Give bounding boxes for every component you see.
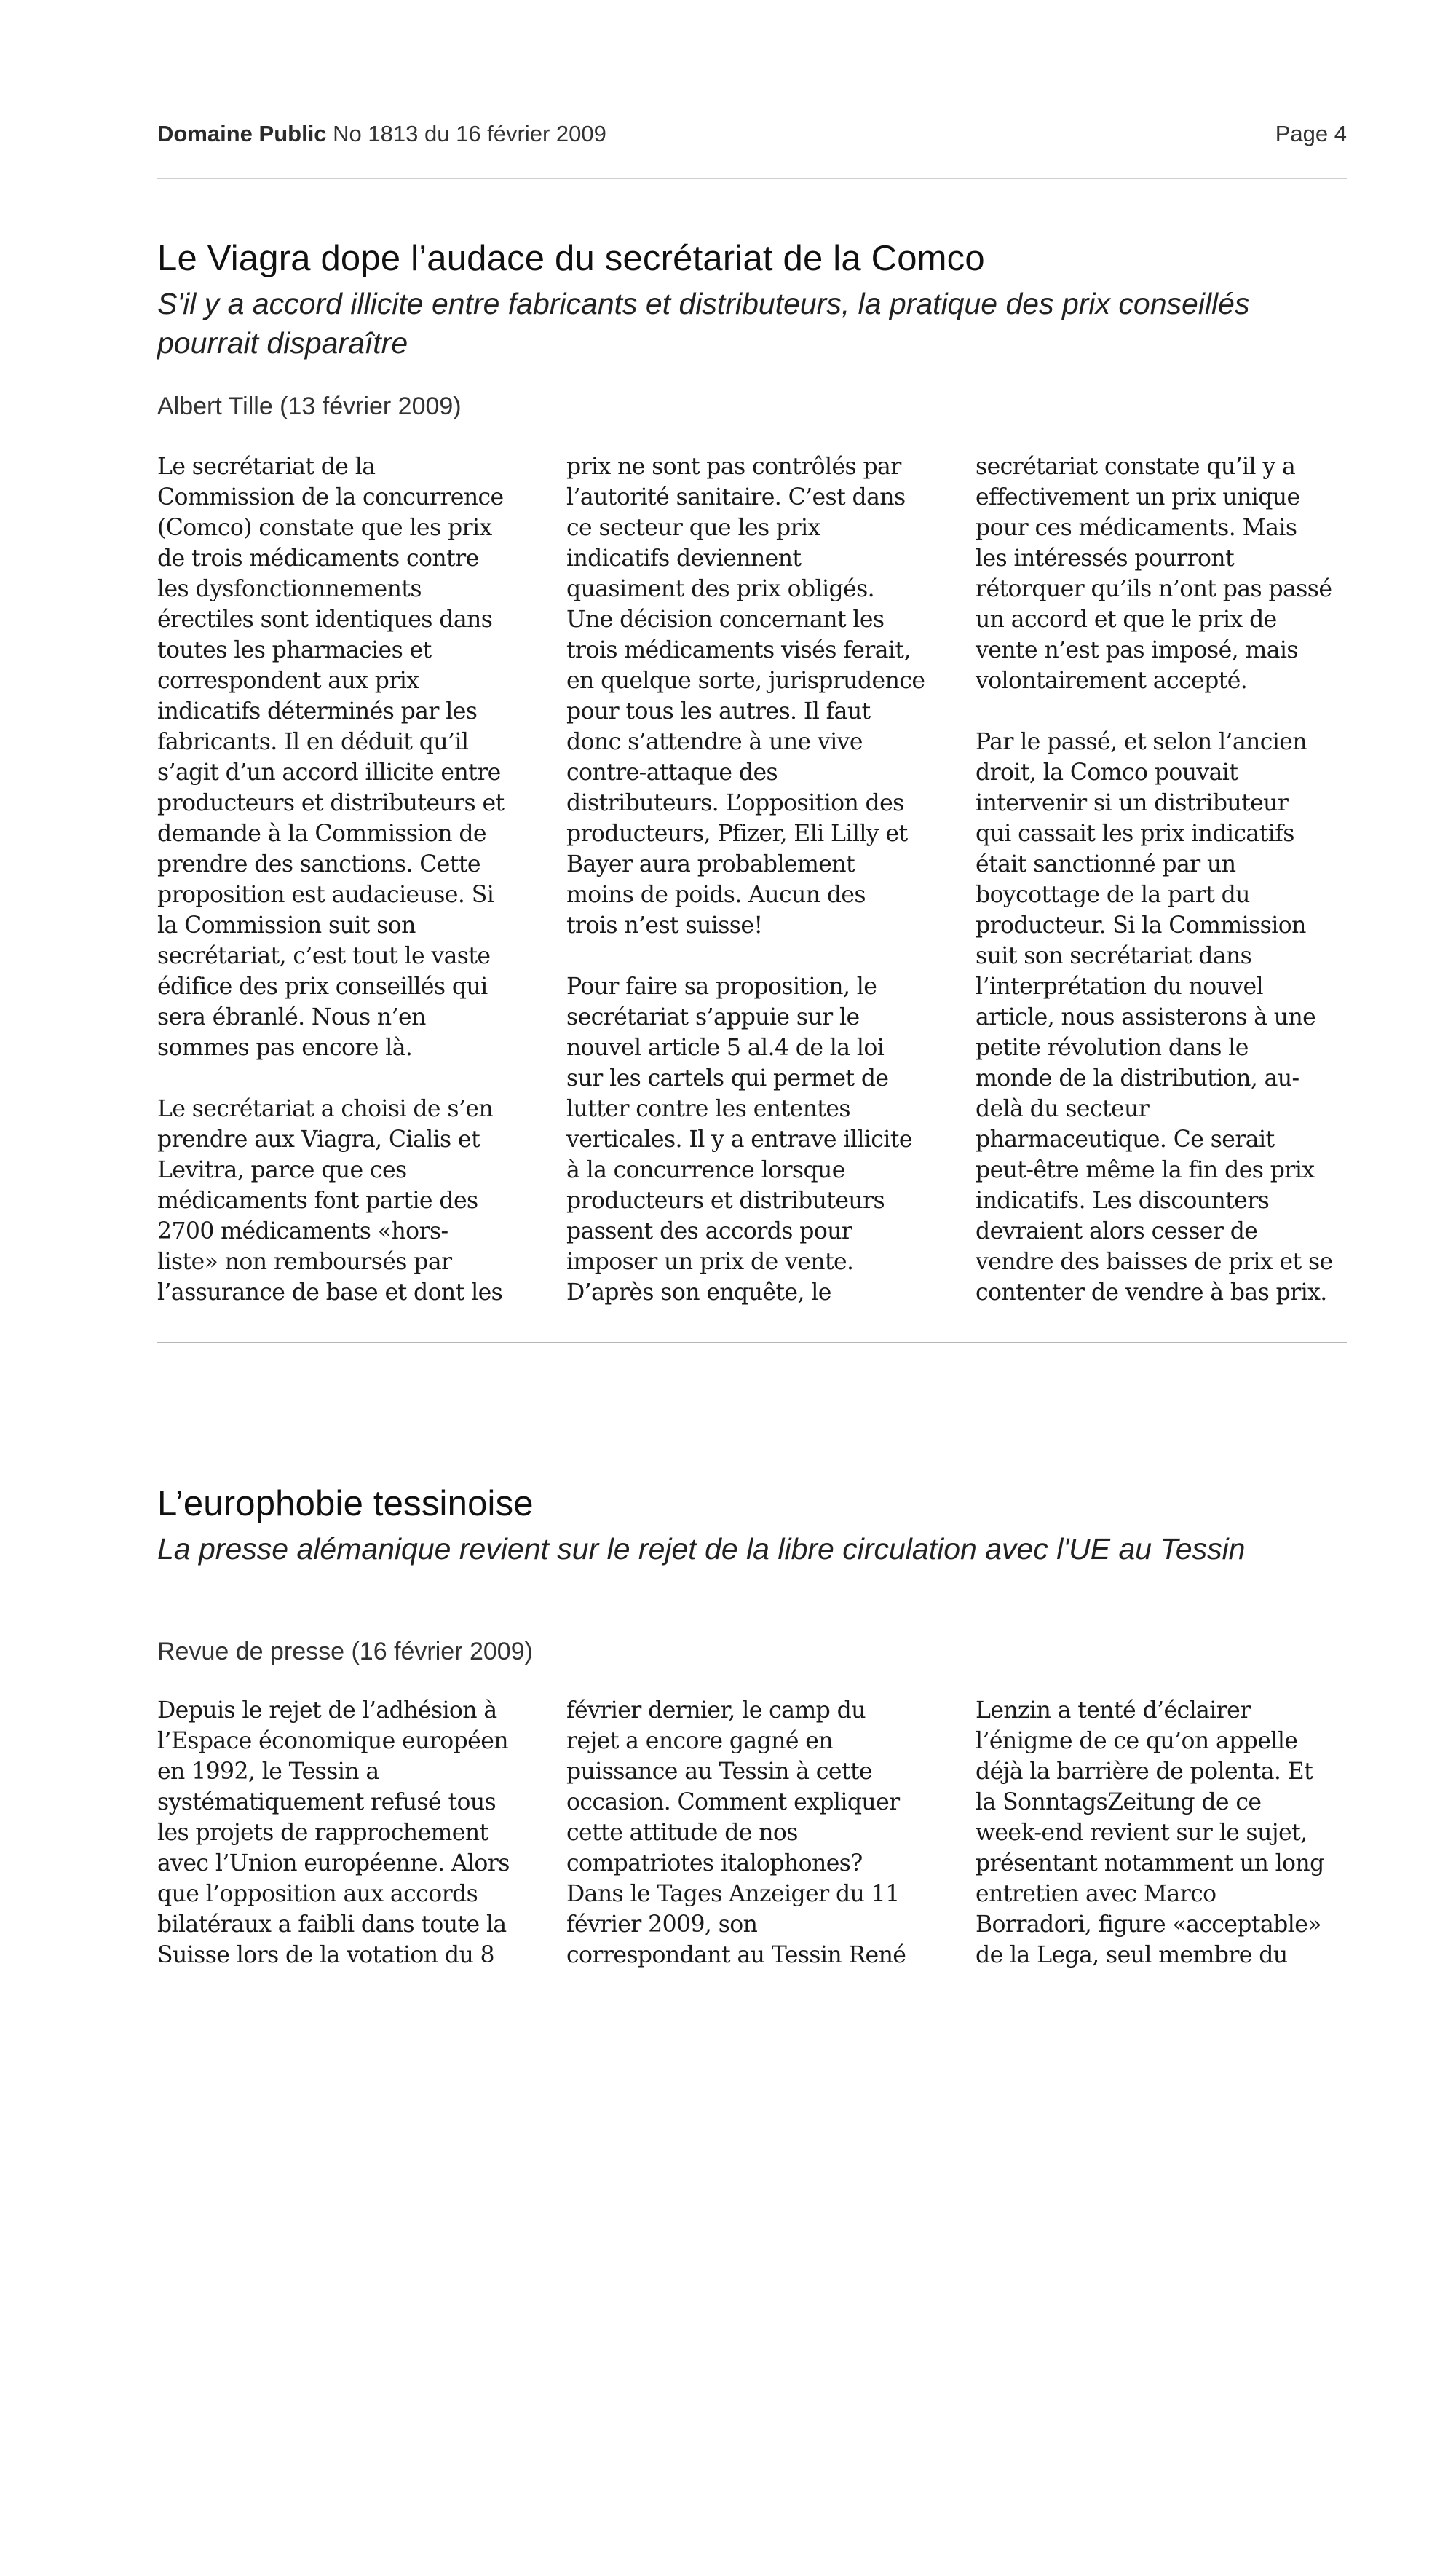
text-line: intervenir si un distributeur [976,790,1289,816]
article-title: L’europhobie tessinoise [157,1484,534,1523]
text-line: passent des accords pour [566,1218,852,1244]
article-columns [157,451,1347,1325]
text-line: sera ébranlé. Nous n’en [157,1004,426,1030]
text-line: les dysfonctionnements [157,576,422,602]
text-line: Borradori, figure «acceptable» [976,1911,1321,1938]
text-line: producteur. Si la Commission [976,912,1306,939]
text-line: rejet a encore gagné en [566,1728,833,1754]
text-line: déjà la barrière de polenta. Et [976,1759,1313,1785]
text-line: effectivement un prix unique [976,484,1300,510]
text-line: demande à la Commission de [157,821,486,847]
text-line: de trois médicaments contre [157,545,479,572]
text-line: l’interprétation du nouvel [976,974,1264,1000]
text-line: monde de la distribution, au- [976,1065,1299,1092]
text-line: Depuis le rejet de l’adhésion à [157,1697,497,1724]
text-line: vendre des baisses de prix et se [976,1249,1333,1275]
column-2 [566,451,945,1308]
text-line: érectiles sont identiques dans [157,607,493,633]
text-line: boycottage de la part du [976,882,1250,908]
text-line: contenter de vendre à bas prix. [976,1279,1327,1306]
text-line: indicatifs deviennent [566,545,802,572]
text-line: février dernier, le camp du [566,1697,866,1724]
text-line: droit, la Comco pouvait [976,759,1238,786]
text-line: vente n’est pas imposé, mais [976,637,1298,663]
text-line: avec l’Union européenne. Alors [157,1850,510,1877]
text-line: devraient alors cesser de [976,1218,1258,1244]
text-line: prix ne sont pas contrôlés par [566,454,901,480]
column-3 [976,1695,1354,1970]
text-line: sur les cartels qui permet de [566,1065,889,1092]
paragraph-break [976,696,1354,727]
text-line: peut-être même la fin des prix [976,1157,1315,1183]
text-line: D’après son enquête, le [566,1279,831,1306]
article-divider [157,1342,1347,1343]
text-line: rétorquer qu’ils n’ont pas passé [976,576,1332,602]
text-line: un accord et que le prix de [976,607,1277,633]
text-line: Suisse lors de la votation du 8 [157,1942,494,1968]
text-line: verticales. Il y a entrave illicite [566,1126,912,1153]
text-line: ce secteur que les prix [566,515,820,541]
text-line: Bayer aura probablement [566,851,855,877]
text-line: s’agit d’un accord illicite entre [157,759,501,786]
text-line: moins de poids. Aucun des [566,882,866,908]
text-line: médicaments font partie des [157,1188,478,1214]
article-subtitle: S'il y a accord illicite entre fabricants et distributeurs, la pratique des prix conseillés pourrait disparaître [157,287,1250,360]
publication-name: Domaine Public [157,121,327,146]
text-line: l’assurance de base et dont les [157,1279,503,1306]
text-line: lutter contre les ententes [566,1096,850,1122]
text-line: contre-attaque des [566,759,778,786]
text-line: de la Lega, seul membre du [976,1942,1288,1968]
text-line: article, nous assisterons à une [976,1004,1316,1030]
text-line: sommes pas encore là. [157,1035,413,1061]
text-line: correspondant au Tessin René [566,1942,906,1968]
text-line: l’Espace économique européen [157,1728,508,1754]
article-byline: Revue de presse (16 février 2009) [157,1638,533,1665]
text-line: producteurs et distributeurs [566,1188,885,1214]
text-line: systématiquement refusé tous [157,1789,496,1815]
text-line: édifice des prix conseillés qui [157,974,488,1000]
column-3 [976,451,1354,1308]
text-line: prendre des sanctions. Cette [157,851,480,877]
text-line: la Commission suit son [157,912,416,939]
text-line: compatriotes italophones? [566,1850,863,1877]
issue-info: No 1813 du 16 février 2009 [333,121,606,146]
page-header [157,121,1347,153]
text-line: indicatifs. Les discounters [976,1188,1270,1214]
text-line: Une décision concernant les [566,607,885,633]
text-line: les projets de rapprochement [157,1820,488,1846]
article-columns [157,1695,1347,2569]
text-line: Levitra, parce que ces [157,1157,407,1183]
text-line: Par le passé, et selon l’ancien [976,729,1307,755]
text-line: 2700 médicaments «hors- [157,1218,448,1244]
text-line: correspondent aux prix [157,668,419,694]
text-line: petite révolution dans le [976,1035,1249,1061]
text-line: l’énigme de ce qu’on appelle [976,1728,1298,1754]
text-line: donc s’attendre à une vive [566,729,863,755]
text-line: était sanctionné par un [976,851,1236,877]
text-line: delà du secteur [976,1096,1150,1122]
text-line: volontairement accepté. [976,668,1248,694]
text-line: trois médicaments visés ferait, [566,637,911,663]
paragraph-break [157,1063,536,1094]
text-line: Lenzin a tenté d’éclairer [976,1697,1251,1724]
article-byline: Albert Tille (13 février 2009) [157,392,462,420]
text-line: prendre aux Viagra, Cialis et [157,1126,480,1153]
header-divider [157,178,1347,179]
paragraph-break [566,941,945,971]
text-line: bilatéraux a faibli dans toute la [157,1911,507,1938]
text-line: fabricants. Il en déduit qu’il [157,729,469,755]
text-line: producteurs et distributeurs et [157,790,505,816]
text-line: pour ces médicaments. Mais [976,515,1297,541]
text-line: proposition est audacieuse. Si [157,882,494,908]
column-1 [157,1695,536,1970]
article-viagra [157,237,1347,1306]
text-line: suit son secrétariat dans [976,943,1252,969]
text-line: Pour faire sa proposition, le [566,974,877,1000]
text-line: occasion. Comment expliquer [566,1789,900,1815]
text-line: imposer un prix de vente. [566,1249,854,1275]
column-2 [566,1695,945,1970]
text-line: Le secrétariat a choisi de s’en [157,1096,494,1122]
text-line: Commission de la concurrence [157,484,504,510]
text-line: la SonntagsZeitung de ce [976,1789,1262,1815]
text-line: secrétariat constate qu’il y a [976,454,1296,480]
text-line: secrétariat s’appuie sur le [566,1004,860,1030]
page-number: Page 4 [1275,121,1347,146]
text-line: nouvel article 5 al.4 de la loi [566,1035,885,1061]
text-line: puissance au Tessin à cette [566,1759,873,1785]
text-line: week-end revient sur le sujet, [976,1820,1307,1846]
text-line: indicatifs déterminés par les [157,698,478,725]
text-line: toutes les pharmacies et [157,637,432,663]
text-line: producteurs, Pfizer, Eli Lilly et [566,821,908,847]
text-line: (Comco) constate que les prix [157,515,492,541]
text-line: cette attitude de nos [566,1820,798,1846]
text-line: entretien avec Marco [976,1881,1216,1907]
article-europhobie [157,1483,1347,1968]
text-line: secrétariat, c’est tout le vaste [157,943,491,969]
text-line: en quelque sorte, jurisprudence [566,668,925,694]
text-line: l’autorité sanitaire. C’est dans [566,484,906,510]
text-line: pharmaceutique. Ce serait [976,1126,1275,1153]
text-line: que l’opposition aux accords [157,1881,478,1907]
column-1 [157,451,536,1308]
text-line: qui cassait les prix indicatifs [976,821,1294,847]
article-title: Le Viagra dope l’audace du secrétariat de la Comco [157,239,985,278]
text-line: présentant notamment un long [976,1850,1324,1877]
text-line: pour tous les autres. Il faut [566,698,871,725]
text-line: en 1992, le Tessin a [157,1759,379,1785]
article-subtitle: La presse alémanique revient sur le rejet de la libre circulation avec l'UE au Tessin [157,1532,1246,1566]
text-line: distributeurs. L’opposition des [566,790,904,816]
text-line: trois n’est suisse! [566,912,763,939]
text-line: Dans le Tages Anzeiger du 11 [566,1881,900,1907]
text-line: Le secrétariat de la [157,454,376,480]
text-line: les intéressés pourront [976,545,1235,572]
text-line: février 2009, son [566,1911,758,1938]
text-line: à la concurrence lorsque [566,1157,845,1183]
text-line: liste» non remboursés par [157,1249,452,1275]
text-line: quasiment des prix obligés. [566,576,875,602]
